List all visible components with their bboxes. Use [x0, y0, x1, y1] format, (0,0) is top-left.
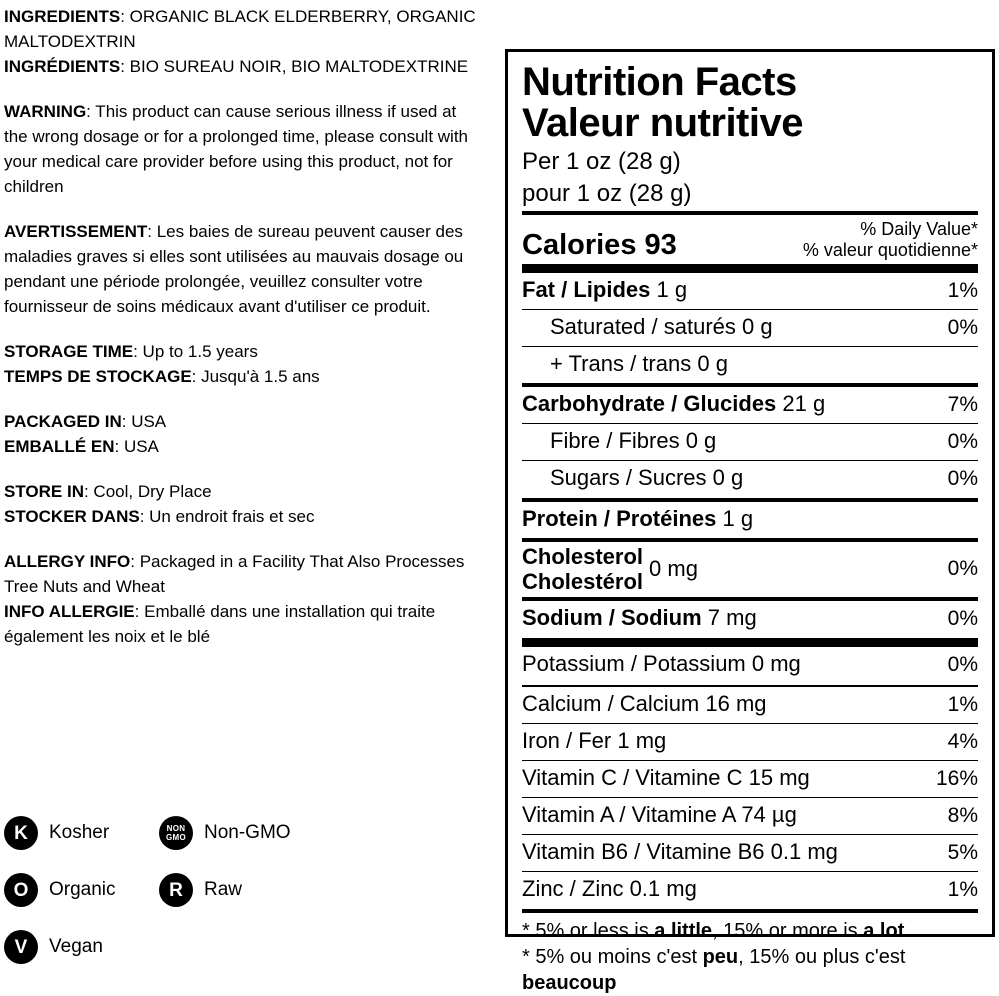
serving-size-en: Per 1 oz (28 g) [522, 148, 681, 175]
nutrient-row-fat [522, 273, 978, 307]
storage-time-paragraph [4, 339, 484, 389]
ingredients-paragraph [4, 4, 484, 79]
allergy-info-value-fr: : Emballé dans une installation qui traite également les noix et le blé [4, 602, 436, 646]
nutrient-row-calcium [522, 687, 978, 721]
nutrient-row-saturated [522, 310, 978, 344]
footnote-fr-pre: * 5% ou moins c'est [522, 946, 703, 968]
packaged-in-value-fr: : USA [114, 437, 159, 456]
badge-label-vegan: Vegan [49, 936, 103, 957]
nutrient-pct-sodium: 0% [947, 607, 978, 630]
serving-size-fr: pour 1 oz (28 g) [522, 180, 692, 207]
allergy-info-value-en: : Packaged in a Facility That Also Processes Tree Nuts and Wheat [4, 552, 465, 596]
nutrient-pct-carbohydrate: 7% [947, 393, 978, 416]
nutrient-label-sodium: Sodium / Sodium [522, 605, 702, 630]
store-in-value-en: : Cool, Dry Place [83, 482, 212, 501]
footnote-en-pre: * 5% or less is [522, 920, 655, 942]
divider-after-serving [522, 211, 978, 215]
nutrient-name-sodium [522, 602, 757, 634]
nutrient-pct-iron: 4% [947, 730, 978, 753]
warning-paragraph-en [4, 99, 484, 199]
nutrient-label-protein: Protein / Protéines [522, 506, 717, 531]
storage-time-label-fr: TEMPS DE STOCKAGE [4, 367, 192, 386]
nutrient-name-zinc: Zinc / Zinc 0.1 mg [522, 876, 697, 901]
storage-time-value-en: : Up to 1.5 years [133, 342, 258, 361]
nutrient-row-iron [522, 724, 978, 758]
nutrient-amount-fat: 1 g [656, 277, 688, 302]
divider-zinc [522, 909, 978, 913]
organic-icon: O [4, 873, 38, 907]
allergy-info-paragraph [4, 549, 484, 649]
certification-badges [4, 812, 474, 983]
nutrient-pct-fat: 1% [947, 279, 978, 302]
badge-label-non-gmo: Non-GMO [204, 822, 291, 843]
nutrient-pct-saturated: 0% [947, 316, 978, 339]
badge-organic [4, 873, 159, 907]
nutrient-label-cholesterol-en: Cholesterol [522, 544, 644, 569]
nutrient-amount-protein: 1 g [722, 506, 754, 531]
footnote-fr-mid: , 15% ou plus c'est [738, 946, 906, 968]
warning-value-en: : This product can cause serious illness if used at the wrong dosage or for a prolonged time, please consult with your medical care provider before using this product, not for children [4, 102, 468, 196]
storage-time-label-en: STORAGE TIME [4, 342, 134, 361]
badge-label-raw: Raw [204, 879, 243, 900]
badge-label-kosher: Kosher [49, 822, 110, 843]
daily-value-header-fr: % valeur quotidienne* [802, 240, 978, 260]
nutrient-name-protein [522, 503, 753, 535]
footnote-fr [522, 944, 978, 996]
footnote [522, 918, 978, 996]
badge-raw [159, 873, 314, 907]
packaged-in-value-en: : USA [121, 412, 167, 431]
divider-after-calories [522, 264, 978, 273]
footnote-en [522, 918, 978, 944]
nutrient-row-zinc [522, 872, 978, 906]
vegan-icon: V [4, 930, 38, 964]
nutrient-name-potassium: Potassium / Potassium 0 mg [522, 651, 801, 676]
nutrient-pct-vitamin-a: 8% [947, 804, 978, 827]
nutrient-row-sodium [522, 601, 978, 635]
product-label-text [4, 4, 484, 669]
warning-label-fr: AVERTISSEMENT [4, 222, 148, 241]
nutrient-name-saturated: Saturated / saturés 0 g [550, 314, 773, 339]
nutrient-name-sugars: Sugars / Sucres 0 g [550, 465, 744, 490]
packaged-in-paragraph [4, 409, 484, 459]
nutrient-name-fat [522, 274, 687, 306]
nutrient-pct-vitamin-c: 16% [935, 767, 978, 790]
ingredients-label-en: INGREDIENTS [4, 7, 121, 26]
nutrient-name-vitamin-b6: Vitamin B6 / Vitamine B6 0.1 mg [522, 839, 838, 864]
nutrient-name-cholesterol [522, 544, 643, 594]
packaged-in-label-en: PACKAGED IN [4, 412, 122, 431]
nutrient-row-cholesterol [522, 542, 978, 594]
nutrient-row-protein [522, 502, 978, 535]
footnote-fr-peu: peu [702, 946, 739, 968]
nutrient-name-vitamin-c: Vitamin C / Vitamine C 15 mg [522, 765, 810, 790]
packaged-in-label-fr: EMBALLÉ EN [4, 437, 115, 456]
nutrient-row-potassium [522, 647, 978, 681]
store-in-paragraph [4, 479, 484, 529]
nutrient-pct-fibre: 0% [947, 430, 978, 453]
nutrition-facts-panel [505, 49, 995, 994]
nutrient-pct-vitamin-b6: 5% [947, 841, 978, 864]
nutrient-name-trans: + Trans / trans 0 g [550, 351, 728, 376]
badge-label-organic: Organic [49, 879, 116, 900]
non-gmo-icon: NON GMO [159, 816, 193, 850]
nutrient-row-vitamin-c [522, 761, 978, 795]
nutrient-amount-sodium: 7 mg [707, 605, 757, 630]
footnote-fr-beaucoup: beaucoup [522, 972, 617, 994]
store-in-value-fr: : Un endroit frais et sec [139, 507, 315, 526]
nutrient-row-carbohydrate [522, 387, 978, 421]
warning-label-en: WARNING [4, 102, 87, 121]
footnote-en-a-little: a little [654, 920, 713, 942]
nutrient-row-vitamin-a [522, 798, 978, 832]
badge-vegan [4, 930, 159, 964]
daily-value-header-en: % Daily Value* [860, 219, 978, 239]
allergy-info-label-fr: INFO ALLERGIE [4, 602, 135, 621]
kosher-icon: K [4, 816, 38, 850]
calories-row [522, 219, 978, 261]
warning-paragraph-fr [4, 219, 484, 319]
nutrient-pct-calcium: 1% [947, 693, 978, 716]
badge-kosher [4, 816, 159, 850]
badge-row-1 [4, 812, 474, 854]
divider-sodium [522, 638, 978, 647]
nutrient-amount-carbohydrate: 21 g [782, 391, 826, 416]
nutrition-facts-title-en: Nutrition Facts [522, 60, 797, 104]
nutrient-name-fibre: Fibre / Fibres 0 g [550, 428, 717, 453]
nutrient-name-calcium: Calcium / Calcium 16 mg [522, 691, 767, 716]
nutrient-row-fibre [522, 424, 978, 458]
storage-time-value-fr: : Jusqu'à 1.5 ans [191, 367, 320, 386]
nutrient-amount-cholesterol: 0 mg [649, 556, 698, 581]
nutrient-label-cholesterol-fr: Cholestérol [522, 569, 644, 594]
raw-icon: R [159, 873, 193, 907]
nutrient-row-sugars [522, 461, 978, 495]
store-in-label-en: STORE IN [4, 482, 84, 501]
badge-non-gmo [159, 816, 314, 850]
badge-row-3 [4, 926, 474, 968]
allergy-info-label-en: ALLERGY INFO [4, 552, 131, 571]
nutrient-pct-sugars: 0% [947, 467, 978, 490]
daily-value-header [803, 219, 978, 261]
nutrient-pct-cholesterol: 0% [947, 557, 978, 580]
footnote-en-a-lot: a lot [863, 920, 905, 942]
ingredients-label-fr: INGRÉDIENTS [4, 57, 121, 76]
nutrient-label-carbohydrate: Carbohydrate / Glucides [522, 391, 777, 416]
ingredients-value-en: : ORGANIC BLACK ELDERBERRY, ORGANIC MALTODEXTRIN [4, 7, 476, 51]
nutrient-pct-potassium: 0% [947, 653, 978, 676]
nutrient-row-vitamin-b6 [522, 835, 978, 869]
ingredients-value-fr: : BIO SUREAU NOIR, BIO MALTODEXTRINE [120, 57, 469, 76]
nutrient-row-trans [522, 347, 978, 380]
footnote-en-mid: , 15% or more is [712, 920, 864, 942]
nutrient-label-fat: Fat / Lipides [522, 277, 651, 302]
calories-label: Calories 93 [522, 229, 677, 261]
warning-value-fr: : Les baies de sureau peuvent causer des maladies graves si elles sont utilisées au mauvais dosage ou pendant une période prolongée, veuillez consulter votre fournisseur de soins médicaux avant d'utiliser ce produit. [4, 222, 464, 316]
badge-row-2 [4, 869, 474, 911]
nutrient-name-carbohydrate [522, 388, 825, 420]
nutrient-pct-zinc: 1% [947, 878, 978, 901]
nutrition-facts-title-fr: Valeur nutritive [522, 101, 803, 145]
store-in-label-fr: STOCKER DANS [4, 507, 140, 526]
nutrient-name-vitamin-a: Vitamin A / Vitamine A 74 µg [522, 802, 797, 827]
nutrient-name-iron: Iron / Fer 1 mg [522, 728, 667, 753]
